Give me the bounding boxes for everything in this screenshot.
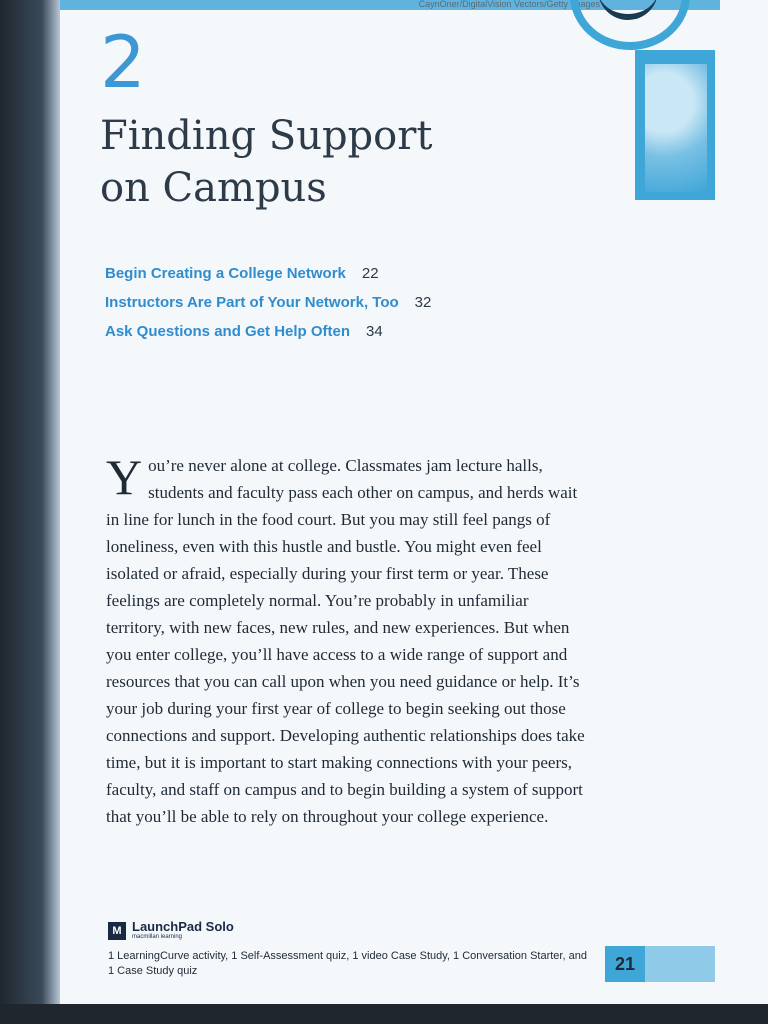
- toc-entry-page: 32: [414, 294, 432, 311]
- toc-entry: [105, 294, 605, 323]
- image-credit: CaynOner/DigitalVision Vectors/Getty Images: [418, 0, 600, 9]
- intro-paragraph-text: ou’re never alone at college. Classmates jam lecture halls, students and faculty pass each other on campus, and herds wait in line for lunch in the food court. But you may still feel pangs of loneliness, even with this hustle and bustle. You might even feel isolated or afraid, especially during your first term or year. These feelings are completely normal. You’re probably in unfamiliar territory, with new faces, new rules, and new experiences. But when you enter college, you’ll have access to a wide range of support and resources that you can call upon when you need guidance or help. It’s your job during your first year of college to begin seeking out those connections and support. Developing authentic relationships does take time, but it is important to start making connections with your peers, faculty, and staff on campus and to begin building a system of support that you’ll be able to rely on throughout your college experience.: [106, 456, 585, 826]
- launchpad-header: [108, 920, 588, 941]
- chapter-title-line-1: Finding Support: [100, 113, 433, 159]
- toc-entry: [105, 265, 605, 294]
- chapter-contents-list: [105, 265, 605, 352]
- bottom-shadow: [0, 1004, 768, 1024]
- launchpad-callout: [108, 920, 588, 979]
- page-gutter-shadow: [0, 0, 60, 1024]
- page-number: 21: [614, 953, 636, 974]
- page-number-strip: [645, 946, 715, 982]
- toc-entry-label: Instructors Are Part of Your Network, Too: [105, 294, 399, 311]
- toc-entry-label: Begin Creating a College Network: [105, 265, 346, 282]
- launchpad-publisher: macmillan learning: [132, 934, 183, 940]
- drop-cap: Y: [106, 449, 143, 505]
- chapter-title: [100, 110, 600, 214]
- launchpad-brand: [132, 920, 234, 941]
- chapter-number: 2: [100, 20, 146, 104]
- toc-entry-page: 34: [366, 323, 383, 340]
- intro-paragraph: [106, 449, 591, 830]
- toc-entry-page: 22: [361, 265, 379, 282]
- toc-entry-label: Ask Questions and Get Help Often: [105, 323, 351, 340]
- launchpad-description: 1 LearningCurve activity, 1 Self-Assessment quiz, 1 video Case Study, 1 Conversation Starter, and 1 Case Study quiz: [108, 950, 587, 977]
- page-number-tab: [605, 946, 645, 982]
- macmillan-logo-icon: M: [108, 922, 126, 940]
- chapter-title-line-2: on Campus: [100, 165, 327, 211]
- decorative-texture-band: [635, 50, 715, 200]
- texture-fill: [645, 64, 707, 192]
- toc-entry: [105, 323, 605, 352]
- launchpad-name: LaunchPad Solo: [132, 919, 234, 934]
